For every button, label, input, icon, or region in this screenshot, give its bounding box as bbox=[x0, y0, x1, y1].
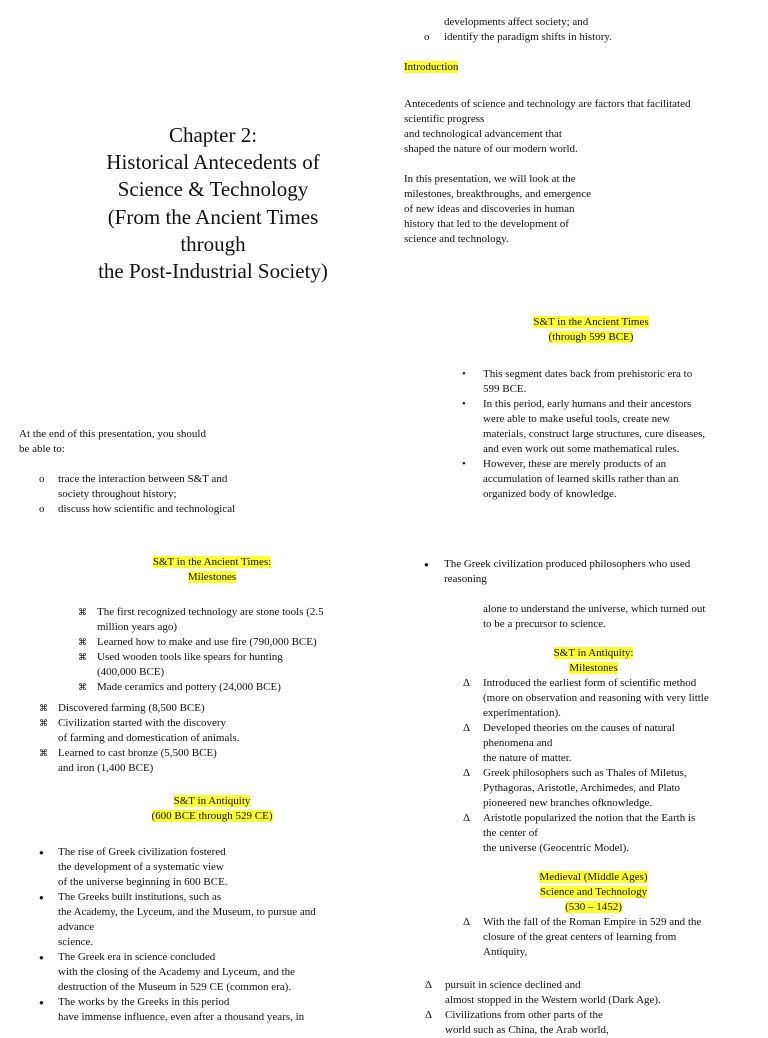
command-bullet-icon: ⌘ bbox=[78, 607, 87, 617]
bullet-icon: ● bbox=[39, 893, 44, 902]
milestone-item-5: ⌘ Discovered farming (8,500 BCE) bbox=[39, 702, 205, 714]
antiquity-milestones-section bbox=[404, 646, 759, 856]
antiquity-milestone-item-4: Δ Aristotle popularized the notion that the Earth is the center of the universe (Geocentric Model). bbox=[463, 812, 696, 854]
command-bullet-icon: ⌘ bbox=[39, 718, 48, 728]
delta-bullet-icon: Δ bbox=[463, 916, 471, 928]
bullet-icon: ● bbox=[424, 560, 429, 569]
chapter-title: Chapter 2: Historical Antecedents of Science & Technology (From the Ancient Times through the Post-Industrial Society) bbox=[98, 123, 328, 284]
ancient-milestones-section bbox=[19, 555, 379, 776]
ancient-milestones-heading: S&T in the Ancient Times: bbox=[152, 556, 272, 568]
antiquity-item-2: ● The Greeks built institutions, such as the Academy, the Lyceum, and the Museum, to pursue and advance science. bbox=[39, 891, 316, 948]
ancient-times-section bbox=[404, 315, 754, 502]
introduction-paragraph-1: Antecedents of science and technology are factors that facilitated scientific progress and technological advancement that shaped the nature of our modern world. bbox=[404, 98, 691, 155]
delta-bullet-icon: Δ bbox=[425, 979, 433, 991]
delta-bullet-icon: Δ bbox=[463, 677, 471, 689]
milestone-item-6: ⌘ Civilization started with the discovery of farming and domestication of animals. bbox=[39, 717, 240, 744]
bullet-icon: • bbox=[462, 398, 466, 410]
medieval-item-1: Δ With the fall of the Roman Empire in 529 and the closure of the great centers of learning from Antiquity, bbox=[463, 916, 702, 958]
antiquity-milestone-item-3: Δ Greek philosophers such as Thales of Miletus, Pythagoras, Aristotle, Archimedes, and Plato pioneered new branches ofknowledge. bbox=[463, 767, 687, 809]
circle-bullet-icon: o bbox=[39, 503, 45, 515]
objective-item-2: o discuss how scientific and technological bbox=[39, 503, 236, 515]
antiquity-milestones-heading: S&T in Antiquity: bbox=[553, 647, 634, 659]
ancient-times-item-2: • In this period, early humans and their ancestors were able to make useful tools, create new materials, construct large structures, cure diseases, and even work out some mathematical rules. bbox=[462, 398, 706, 455]
bullet-icon: ● bbox=[39, 998, 44, 1007]
delta-bullet-icon: Δ bbox=[463, 722, 471, 734]
antiquity-item-4: ● The works by the Greeks in this period have immense influence, even after a thousand years, in bbox=[39, 996, 305, 1023]
delta-bullet-icon: Δ bbox=[425, 1009, 433, 1021]
antiquity-milestone-item-1: Δ Introduced the earliest form of scientific method (more on observation and reasoning with very little experimentation). bbox=[463, 677, 709, 719]
milestone-item-2: ⌘ Learned how to make and use fire (790,000 BCE) bbox=[78, 636, 317, 648]
bullet-icon: ● bbox=[39, 848, 44, 857]
command-bullet-icon: ⌘ bbox=[78, 682, 87, 692]
antiquity-section bbox=[19, 794, 379, 1025]
objectives-section: At the end of this presentation, you should be able to: o trace the interaction between S&T and society throughout history; o discuss how scientific and technological bbox=[19, 427, 379, 517]
antiquity-item-1: ● The rise of Greek civilization fostered the development of a systematic view of the universe beginning in 600 BCE. bbox=[39, 846, 228, 888]
command-bullet-icon: ⌘ bbox=[39, 748, 48, 758]
ancient-times-item-3: • However, these are merely products of an accumulation of learned skills rather than an organized body of knowledge. bbox=[462, 458, 679, 500]
circle-bullet-icon: o bbox=[424, 31, 430, 43]
greek-item: ● The Greek civilization produced philosophers who used reasoning bbox=[424, 558, 691, 585]
bullet-icon: ● bbox=[39, 953, 44, 962]
ancient-times-item-1: • This segment dates back from prehistoric era to 599 BCE. bbox=[462, 368, 693, 395]
milestone-item-1: ⌘ The first recognized technology are stone tools (2.5 million years ago) bbox=[78, 606, 324, 633]
milestone-item-4: ⌘ Made ceramics and pottery (24,000 BCE) bbox=[78, 681, 281, 693]
command-bullet-icon: ⌘ bbox=[78, 637, 87, 647]
objective-item-3: o identify the paradigm shifts in history. bbox=[424, 31, 612, 43]
antiquity-item-3: ● The Greek era in science concluded with the closing of the Academy and Lyceum, and the destruction of the Museum in 529 CE (common era). bbox=[39, 951, 296, 993]
delta-bullet-icon: Δ bbox=[463, 767, 471, 779]
command-bullet-icon: ⌘ bbox=[78, 652, 87, 662]
bullet-icon: • bbox=[462, 458, 466, 470]
circle-bullet-icon: o bbox=[39, 473, 45, 485]
greek-continuation: alone to understand the universe, which turned out to be a precursor to science. bbox=[483, 603, 706, 630]
introduction-heading: Introduction bbox=[404, 61, 459, 73]
bullet-icon: • bbox=[462, 368, 466, 380]
medieval-section bbox=[404, 870, 759, 1038]
medieval-subheading: Science and Technology bbox=[539, 886, 648, 898]
objective-continuation: developments affect society; and bbox=[444, 16, 589, 28]
delta-bullet-icon: Δ bbox=[463, 812, 471, 824]
medieval-item-3: Δ Civilizations from other parts of the world such as China, the Arab world, bbox=[425, 1009, 609, 1036]
milestone-item-3: ⌘ Used wooden tools like spears for hunting (400,000 BCE) bbox=[78, 651, 283, 678]
intro-section bbox=[404, 15, 754, 247]
introduction-paragraph-2: In this presentation, we will look at the milestones, breakthroughs, and emergence of new ideas and discoveries in human history that led to the development of science and technology. bbox=[404, 173, 592, 245]
antiquity-subheading: (600 BCE through 529 CE) bbox=[151, 810, 273, 822]
objective-item-1: o trace the interaction between S&T and society throughout history; bbox=[39, 473, 228, 500]
medieval-item-2: Δ pursuit in science declined and almost stopped in the Western world (Dark Age). bbox=[425, 979, 661, 1006]
ancient-times-heading: S&T in the Ancient Times bbox=[533, 316, 649, 328]
antiquity-milestone-item-2: Δ Developed theories on the causes of natural phenomena and the nature of matter. bbox=[463, 722, 675, 764]
greek-section bbox=[404, 557, 759, 632]
medieval-dates: (530 – 1452) bbox=[565, 901, 622, 913]
ancient-milestones-subheading: Milestones bbox=[187, 571, 237, 583]
medieval-heading: Medieval (Middle Ages) bbox=[539, 871, 648, 883]
milestone-item-7: ⌘ Learned to cast bronze (5,500 BCE) and iron (1,400 BCE) bbox=[39, 747, 217, 774]
command-bullet-icon: ⌘ bbox=[39, 703, 48, 713]
antiquity-milestones-subheading: Milestones bbox=[569, 662, 618, 674]
antiquity-heading: S&T in Antiquity bbox=[173, 795, 251, 807]
ancient-times-subheading: (through 599 BCE) bbox=[548, 331, 634, 343]
